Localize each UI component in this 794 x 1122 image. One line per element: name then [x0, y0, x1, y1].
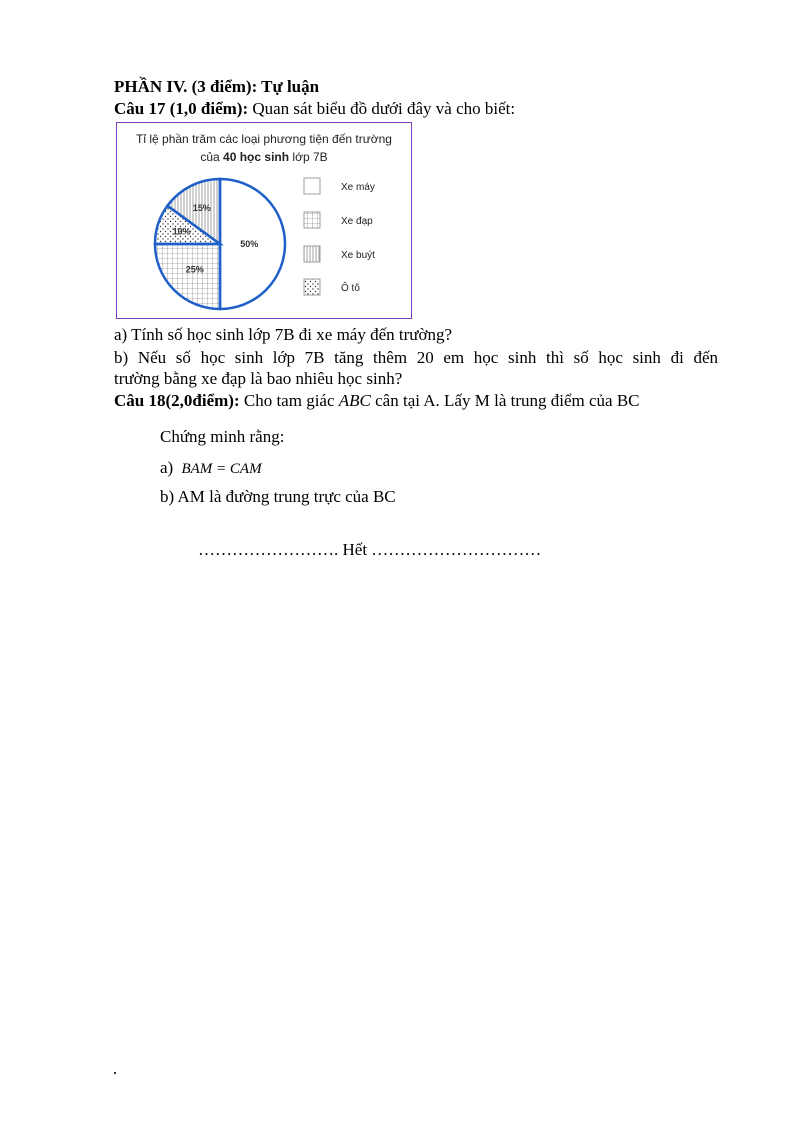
question-17-a: a) Tính số học sinh lớp 7B đi xe máy đến trường? [114, 325, 453, 344]
pie-label-1: 25% [185, 264, 204, 275]
part-heading: PHẦN IV. (3 điểm): Tự luận [114, 77, 320, 96]
legend-label-0: Xe máy [341, 182, 375, 193]
question-18-a-prefix: a) [160, 458, 174, 477]
legend-swatch-0 [304, 178, 320, 194]
legend-swatch-2 [304, 246, 320, 262]
end-marker: ……………………. Hết ………………………… [198, 540, 542, 559]
pie-label-0: 50% [240, 239, 259, 249]
question-17-b-line1: b) Nếu số học sinh lớp 7B tăng thêm 20 em học sinh thì số học sinh đi đến [114, 348, 718, 367]
question-18-label: Câu 18(2,0điểm): [114, 391, 240, 410]
question-17-label: Câu 17 (1,0 điểm): [114, 99, 249, 118]
pie-label-2: 10% [172, 226, 191, 237]
legend-swatch-3 [304, 279, 320, 295]
legend-label-2: Xe buýt [341, 250, 375, 261]
question-17-b-line2: trường bằng xe đạp là bao nhiêu học sinh? [114, 369, 403, 388]
page-dot [114, 1072, 116, 1074]
chart-title-line1: Tỉ lệ phần trăm các loại phương tiện đến trường [136, 132, 392, 146]
pie-label-3: 15% [192, 203, 211, 214]
legend-swatch-1 [304, 212, 320, 228]
question-18-b: b) AM là đường trung trực của BC [160, 487, 396, 506]
pie-chart [116, 122, 412, 319]
question-18-a [160, 458, 262, 479]
question-18-text-before: Cho tam giác [243, 391, 335, 410]
question-17-header [114, 99, 515, 119]
pie-slice-1 [155, 244, 220, 309]
prove-heading: Chứng minh rằng: [160, 427, 285, 446]
chart-title-line2: của 40 học sinh lớp 7B [200, 150, 328, 164]
legend-label-1: Xe đạp [341, 216, 373, 227]
chart-legend [304, 178, 375, 295]
angle-equation: BAM = CAM [181, 461, 262, 477]
pie-slices [155, 179, 285, 309]
question-17-prompt: Quan sát biểu đồ dưới đây và cho biết: [252, 99, 516, 118]
triangle-name: ABC [338, 391, 371, 410]
question-18-header [114, 391, 640, 411]
pie-chart-svg [117, 123, 411, 318]
legend-label-3: Ô tô [341, 283, 360, 294]
question-18-text-after: cân tại A. Lấy M là trung điểm của BC [375, 391, 640, 410]
